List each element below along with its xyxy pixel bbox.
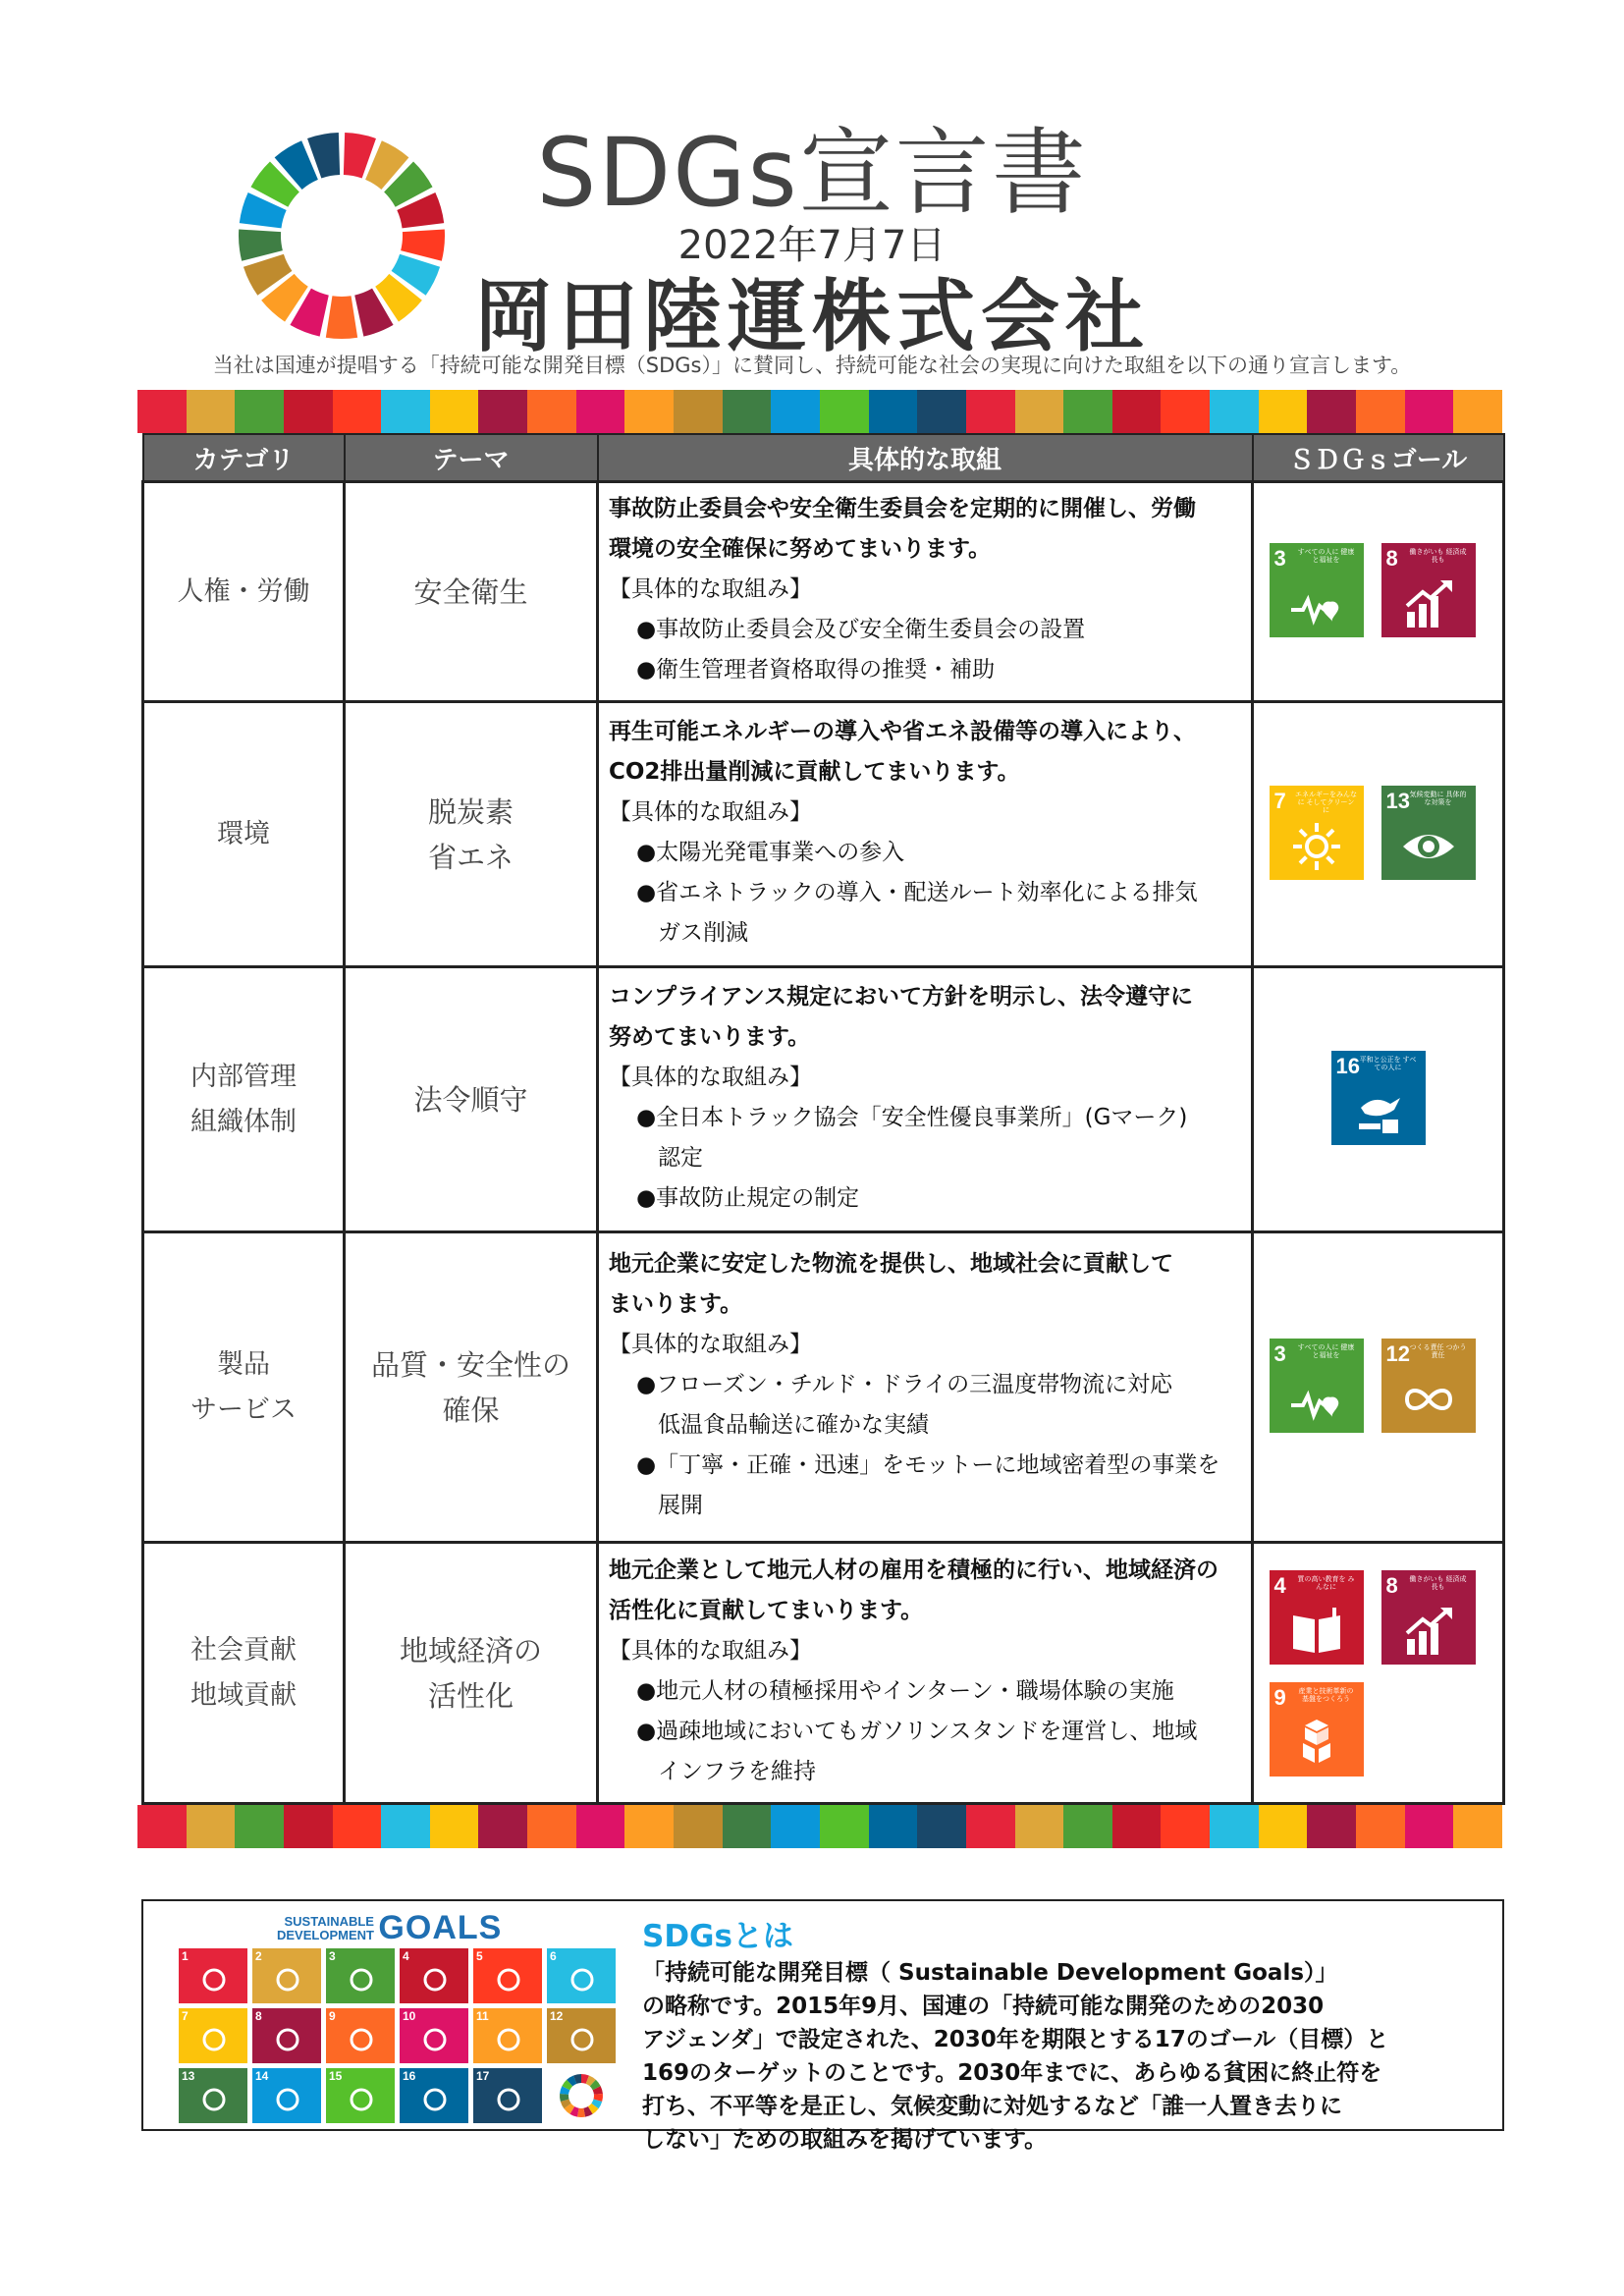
mini-goal-number: 2 [255,1949,262,1963]
about-heading: SDGsとは [642,1919,793,1954]
theme-text: 脱炭素 [427,794,514,829]
table-header-row [143,434,1504,482]
theme-cell [345,702,598,967]
stripe-segment [478,1805,527,1848]
goal-number: 13 [1385,788,1410,813]
logo-text-development: DEVELOPMENT [277,1927,374,1942]
stripe-segment [1259,390,1308,433]
mini-goal-number: 12 [550,2009,564,2023]
action-subheading: 【具体的な取組み】 [609,1332,812,1357]
mini-goal-12-icon [547,2008,616,2063]
mini-goal-number: 3 [329,1949,336,1963]
mini-goal-16-icon [400,2068,468,2123]
category-text: 環境 [217,818,270,849]
table-row [143,482,1504,702]
stripe-segment [381,390,430,433]
stripe-segment [284,1805,333,1848]
mini-goal-11-icon [473,2008,542,2063]
action-bullet: ガス削減 [658,919,748,946]
mini-goal-glyph [568,2026,596,2053]
action-lead: まいります。 [609,1291,743,1317]
goal-number: 7 [1273,788,1286,813]
stripe-segment [333,390,382,433]
action-subheading: 【具体的な取組み】 [609,798,812,825]
stripe-segment [137,390,187,433]
action-lead: コンプライアンス規定において方針を明示し、法令遵守に [609,983,1194,1010]
about-line: 打ち、不平等を是正し、気候変動に対処するなど「誰一人置き去りに [642,2094,1342,2119]
mini-goal-10-icon [400,2008,468,2063]
about-body [642,1956,1477,2157]
logo-text-sustainable: SUSTAINABLE [284,1913,374,1929]
stripe-segment [1015,1805,1064,1848]
mini-goal-glyph [200,2086,228,2113]
sdg-goal-3-icon [1270,543,1364,637]
mini-goal-number: 7 [182,2009,189,2023]
stripe-segment [674,390,723,433]
logo-text-goals: GOALS [378,1909,503,1946]
theme-cell [345,967,598,1232]
company-name: 岡田陸運株式会社 [474,271,1150,362]
mini-goal-glyph [421,2026,449,2053]
document-title: SDGs宣言書 [536,118,1088,228]
mini-goal-4-icon [400,1948,468,2003]
stripe-segment [624,390,674,433]
mini-goal-number: 4 [403,1949,409,1963]
sdgs-color-stripe-top [137,390,1502,433]
mini-goal-glyph [495,2086,522,2113]
theme-text: 省エネ [427,840,514,874]
action-bullet: 認定 [658,1144,703,1171]
table-row [143,1543,1504,1804]
goal-label: つくる責任 つかう責任 [1409,1343,1467,1359]
goal-number: 8 [1385,1572,1398,1598]
action-subheading: 【具体的な取組み】 [609,1064,812,1090]
goal-label: 気候変動に 具体的な対策を [1409,791,1467,806]
stripe-segment [624,1805,674,1848]
stripe-segment [1112,1805,1162,1848]
action-bullet: ●事故防止規定の制定 [636,1184,860,1211]
goal-label: 産業と技術革新の 基盤をつくろう [1298,1687,1354,1703]
category-cell [143,967,345,1232]
theme-text: 活性化 [427,1678,514,1713]
mini-goal-number: 17 [476,2069,490,2083]
sdg-goal-8-icon [1381,543,1476,637]
mini-goal-glyph [348,2026,375,2053]
header-goals: ＳＤＧｓゴール [1253,434,1504,482]
action-lead: 環境の安全確保に努めてまいります。 [609,536,992,562]
mini-goal-number: 6 [550,1949,557,1963]
theme-cell [345,1543,598,1804]
stripe-segment [820,390,869,433]
stripe-segment [1259,1805,1308,1848]
stripe-segment [1210,1805,1259,1848]
intro-text: 当社は国連が提唱する「持続可能な開発目標（SDGs）」に賛同し、持続可能な社会の実現に向けた取組を以下の通り宣言します。 [212,354,1412,377]
stripe-segment [1307,1805,1356,1848]
mini-goal-number: 1 [182,1949,189,1963]
category-text: 地域貢献 [190,1679,297,1711]
goal-number: 9 [1273,1684,1286,1710]
action-bullet: ●全日本トラック協会「安全性優良事業所」(Gマーク) [636,1104,1188,1130]
stripe-segment [723,1805,772,1848]
mini-goal-number: 8 [255,2009,262,2023]
stripe-segment [381,1805,430,1848]
action-subheading: 【具体的な取組み】 [609,576,812,602]
goals-cell [1253,482,1504,702]
stripe-segment [869,1805,918,1848]
mini-goal-number: 16 [403,2069,416,2083]
stripe-segment [1405,1805,1454,1848]
stripe-segment [576,1805,625,1848]
mini-goal-glyph [495,1966,522,1994]
mini-goal-number: 13 [182,2069,195,2083]
goal-label: エネルギーをみんなに そしてクリーンに [1295,791,1357,814]
stripe-segment [235,1805,284,1848]
sdg-goal-13-icon [1381,786,1476,880]
header-category: カテゴリ [143,434,345,482]
sdg-goal-8-icon [1381,1570,1476,1665]
stripe-segment [235,390,284,433]
mini-goal-14-icon [252,2068,321,2123]
goal-icons [1270,1339,1488,1433]
goal-icons [1270,786,1488,880]
mini-goal-3-icon [326,1948,395,2003]
action-lead: CO2排出量削減に貢献してまいります。 [609,758,1020,785]
mini-goal-number: 9 [329,2009,336,2023]
stripe-segment [284,390,333,433]
header-theme: テーマ [345,434,598,482]
sdg-goal-12-icon [1381,1339,1476,1433]
mini-goal-7-icon [179,2008,247,2063]
action-cell [598,967,1253,1232]
stripe-segment [333,1805,382,1848]
stripe-segment [723,390,772,433]
stripe-segment [917,1805,966,1848]
goals-cell [1253,1232,1504,1543]
category-cell [143,702,345,967]
action-bullet: インフラを維持 [658,1758,816,1784]
theme-cell [345,1232,598,1543]
stripe-segment [1161,390,1210,433]
goal-number: 3 [1273,1340,1286,1366]
mini-goal-number: 15 [329,2069,343,2083]
about-sdgs-box [141,1899,1504,2153]
mini-goal-1-icon [179,1948,247,2003]
goal-label: 働きがいも 経済成長も [1409,548,1467,564]
category-text: サービス [190,1394,297,1425]
table-row [143,702,1504,967]
action-bullet: ●事故防止委員会及び安全衛生委員会の設置 [636,617,1086,642]
stripe-segment [187,1805,236,1848]
mini-goal-glyph [421,2086,449,2113]
theme-text: 確保 [442,1393,500,1427]
stripe-segment [1112,390,1162,433]
action-bullet: ●「丁寧・正確・迅速」をモットーに地域密着型の事業を [636,1452,1220,1478]
category-text: 人権・労働 [177,575,310,607]
category-cell [143,482,345,702]
mini-goal-glyph [274,2026,301,2053]
stripe-segment [1161,1805,1210,1848]
stripe-segment [527,1805,576,1848]
action-lead: 再生可能エネルギーの導入や省エネ設備等の導入により、 [609,718,1196,744]
category-cell [143,1543,345,1804]
about-line: 169のターゲットのことです。2030年までに、あらゆる貧困に終止符を [642,2060,1382,2086]
goal-label: すべての人に 健康と福祉を [1297,1343,1355,1359]
goal-label: 平和と公正を すべての人に [1359,1056,1417,1071]
stripe-segment [430,390,479,433]
sdg-goal-16-icon [1331,1051,1426,1145]
about-line: アジェンダ」で設定された、2030年を期限とする17のゴール（目標）と [642,2027,1389,2052]
mini-goal-5-icon [473,1948,542,2003]
sdg-goal-9-icon [1270,1682,1364,1777]
goals-cell [1253,1543,1504,1804]
stripe-segment [771,1805,820,1848]
goal-icons [1329,1051,1428,1145]
goal-icons [1270,543,1488,637]
table-row [143,1232,1504,1543]
goal-number: 3 [1273,545,1286,571]
stripe-segment [1063,390,1112,433]
stripe-segment [966,390,1015,433]
stripe-segment [1453,1805,1502,1848]
stripe-segment [1405,390,1454,433]
category-text: 内部管理 [190,1061,297,1092]
mini-goal-glyph [495,2026,522,2053]
stripe-segment [771,390,820,433]
mini-goal-glyph [274,2086,301,2113]
action-lead: 努めてまいります。 [609,1023,811,1050]
sdg-goal-4-icon [1270,1570,1364,1665]
category-text: 社会貢献 [190,1634,297,1666]
theme-text: 安全衛生 [413,574,528,609]
action-lead: 事故防止委員会や安全衛生委員会を定期的に開催し、労働 [609,496,1196,521]
goals-cell [1253,702,1504,967]
stripe-segment [917,390,966,433]
mini-goal-glyph [348,1966,375,1994]
mini-goal-8-icon [252,2008,321,2063]
action-bullet: ●省エネトラックの導入・配送ルート効率化による排気 [636,879,1198,905]
mini-goal-6-icon [547,1948,616,2003]
stripe-segment [869,390,918,433]
goal-label: 働きがいも 経済成長も [1409,1575,1467,1591]
stripe-segment [576,390,625,433]
stripe-segment [527,390,576,433]
mini-goal-15-icon [326,2068,395,2123]
action-cell [598,482,1253,702]
goal-label: 質の高い教育を みんなに [1297,1575,1355,1591]
sdgs-color-stripe-bottom [137,1805,1502,1848]
goal-number: 12 [1385,1340,1410,1366]
declaration-table [141,433,1502,1805]
mini-goal-number: 5 [476,1949,483,1963]
goal-number: 8 [1385,545,1398,571]
category-text: 製品 [217,1348,270,1380]
mini-goal-number: 10 [403,2009,416,2023]
mini-sdgs-wheel-icon [547,2068,616,2123]
mini-goal-glyph [421,1966,449,1994]
declaration-date: 2022年7月7日 [677,223,947,268]
sdgs-17-goals-grid [179,1948,623,2123]
stripe-segment [1307,390,1356,433]
mini-goal-number: 11 [476,2009,489,2023]
action-bullet: ●太陽光発電事業への参入 [636,839,905,865]
mini-goal-13-icon [179,2068,247,2123]
mini-goal-glyph [348,2086,375,2113]
about-line: しない」ための取組みを掲げています。 [642,2127,1048,2153]
mini-goal-glyph [274,1966,301,1994]
action-lead: 地元企業として地元人材の雇用を積極的に行い、地域経済の [609,1557,1218,1583]
header-action: 具体的な取組 [598,434,1253,482]
theme-text: 法令順守 [413,1082,528,1117]
sdg-goal-3-icon [1270,1339,1364,1433]
mini-goal-9-icon [326,2008,395,2063]
stripe-segment [674,1805,723,1848]
goal-number: 4 [1273,1572,1286,1598]
action-cell [598,702,1253,967]
mini-goal-glyph [568,1966,596,1994]
mini-goal-glyph [200,1966,228,1994]
table-row [143,967,1504,1232]
theme-text: 地域経済の [399,1633,542,1667]
stripe-segment [1453,390,1502,433]
action-bullet: ●地元人材の積極採用やインターン・職場体験の実施 [636,1677,1174,1704]
stripe-segment [1356,1805,1405,1848]
action-lead: 活性化に貢献してまいります。 [609,1597,924,1623]
action-lead: 地元企業に安定した物流を提供し、地域社会に貢献して [609,1251,1173,1277]
category-text: 組織体制 [190,1106,297,1137]
stripe-segment [187,390,236,433]
mini-goal-2-icon [252,1948,321,2003]
stripe-segment [137,1805,187,1848]
action-bullet: 低温食品輸送に確かな実績 [658,1412,929,1438]
action-bullet: ●フローズン・チルド・ドライの三温度帯物流に対応 [636,1372,1173,1397]
theme-text: 品質・安全性の [370,1347,570,1382]
sustainable-development-goals-logo [277,1909,502,1947]
mini-goal-17-icon [473,2068,542,2123]
stripe-segment [1015,390,1064,433]
goal-icons [1270,1570,1488,1777]
action-cell [598,1543,1253,1804]
action-cell [598,1232,1253,1543]
stripe-segment [430,1805,479,1848]
theme-cell [345,482,598,702]
about-line: の略称です。2015年9月、国連の「持続可能な開発のための2030 [642,1994,1325,2019]
action-bullet: 展開 [658,1493,703,1518]
about-line: 「持続可能な開発目標（ Sustainable Development Goals）」 [642,1960,1338,1986]
category-cell [143,1232,345,1543]
stripe-segment [1356,390,1405,433]
stripe-segment [966,1805,1015,1848]
mini-goal-number: 14 [255,2069,269,2083]
goal-number: 16 [1335,1053,1360,1078]
action-bullet: ●衛生管理者資格取得の推奨・補助 [636,657,996,683]
action-subheading: 【具体的な取組み】 [609,1637,812,1664]
mini-goal-glyph [200,2026,228,2053]
sdg-goal-7-icon [1270,786,1364,880]
stripe-segment [820,1805,869,1848]
stripe-segment [1063,1805,1112,1848]
goals-cell [1253,967,1504,1232]
goal-label: すべての人に 健康と福祉を [1297,548,1355,564]
stripe-segment [478,390,527,433]
action-bullet: ●過疎地域においてもガソリンスタンドを運営し、地域 [636,1718,1198,1744]
stripe-segment [1210,390,1259,433]
